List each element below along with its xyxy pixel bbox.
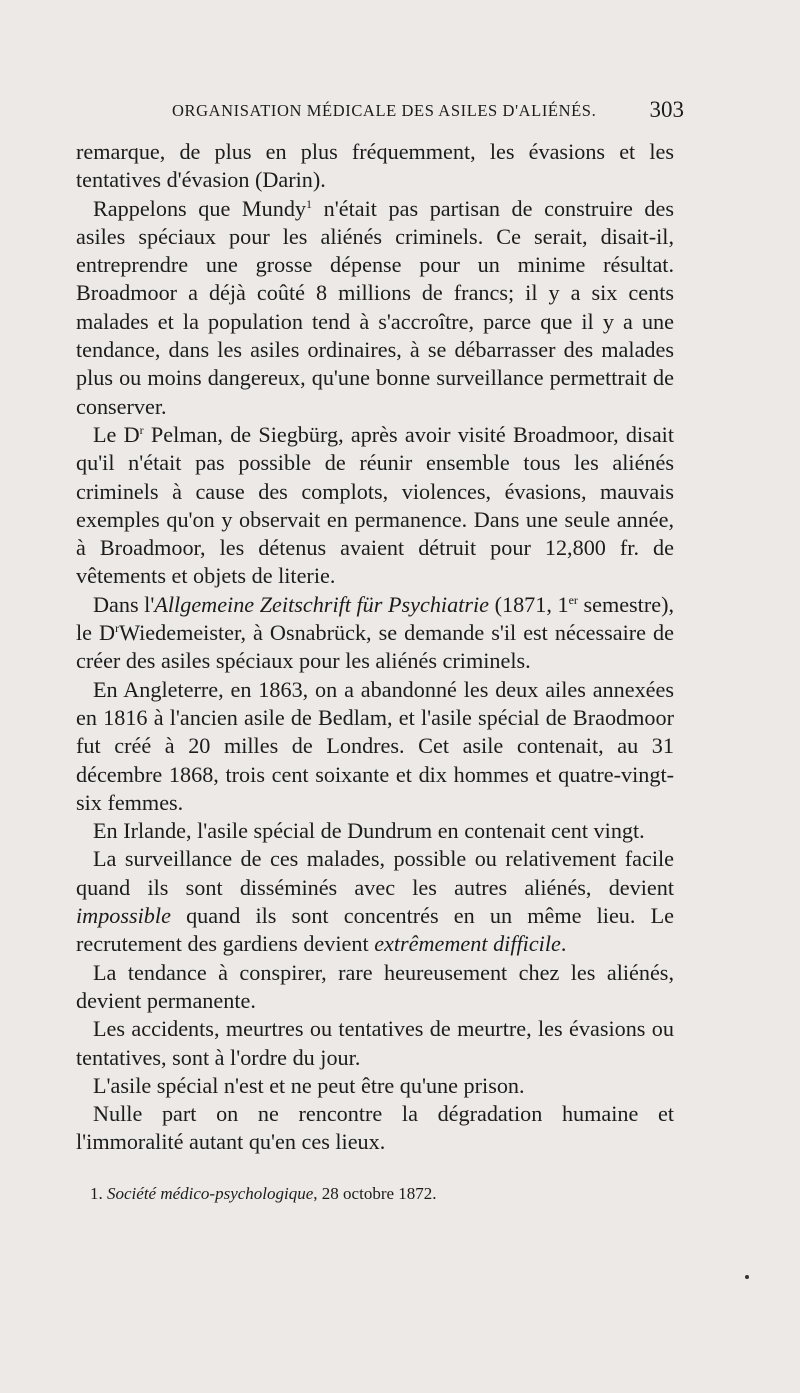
paragraph-2-text-b: n'était pas partisan de construire des asiles spéciaux pour les aliénés criminels. Ce serait, disait-il, entreprendre une grosse dépense pour un minime résultat. Broadmoor a déjà coûté 8 millions de francs; il y a six cents malades et la population tend à s'accroître, parce que il y a une tendance, dans les asiles ordinaires, à se débarrasser des malades plus ou moins dangereux, qu'une bonne surveillance permettrait de conserver. <box>76 195 675 419</box>
paragraph-8-text: La tendance à conspirer, rare heureusement chez les aliénés, devient permanente. <box>76 959 674 1013</box>
paragraph-9-text: Les accidents, meurtres ou tentatives de meurtre, les évasions ou tentatives, sont à l'ordre du jour. <box>76 1016 674 1070</box>
paragraph-1 <box>76 138 674 195</box>
paragraph-7-text-c: . <box>560 931 567 957</box>
running-head-title: ORGANISATION MÉDICALE DES ASILES D'ALIÉNÉS. <box>172 101 597 120</box>
paragraph-4-text-a: Dans l' <box>93 591 155 617</box>
paragraph-1-text: remarque, de plus en plus fréquemment, les évasions et les tentatives d'évasion (Darin). <box>76 139 674 193</box>
paragraph-2-text-a: Rappelons que Mundy <box>93 195 307 221</box>
paragraph-3-text-b: Pelman, de Siegbürg, après avoir visité Broadmoor, disait qu'il n'était pas possible de réunir ensemble tous les aliénés criminels à cause des complots, violences, évasions, mauvais exemples qu'on y observait en permanence. Dans une seule année, à Broadmoor, les détenus avaient détruit pour 12,800 fr. de vêtements et objets de literie. <box>76 421 674 589</box>
paragraph-6 <box>76 817 674 845</box>
body-text <box>76 138 674 1157</box>
paragraph-4 <box>76 591 674 676</box>
page-number: 303 <box>649 97 684 122</box>
paragraph-11-text: Nulle part on ne rencontre la dégradation humaine et l'immoralité autant qu'en ces lieux. <box>76 1101 674 1155</box>
footnote-number: 1. <box>90 1184 103 1203</box>
paragraph-7 <box>76 845 674 958</box>
paragraph-3-text-a: Le D <box>93 421 140 447</box>
emphasis-impossible: impossible <box>76 903 171 929</box>
paragraph-2 <box>76 195 674 421</box>
paragraph-5-text: En Angleterre, en 1863, on a abandonné les deux ailes annexées en 1816 à l'ancien asile de Bedlam, et l'asile spécial de Braodmoor fut créé à 20 milles de Londres. Cet asile contenait, au 31 décembre 1868, trois cent soixante et dix hommes et quatre-vingt-six femmes. <box>76 676 674 815</box>
footnote-ref: 1 <box>306 196 313 211</box>
paragraph-7-text-a: La surveillance de ces malades, possible ou relativement facile quand ils sont disséminés avec les autres aliénés, devient <box>76 846 674 900</box>
paragraph-8 <box>76 959 674 1016</box>
paragraph-7-text-b: quand ils sont concentrés en un même lieu. Le recrutement des gardiens devient <box>76 903 674 957</box>
paragraph-5 <box>76 676 674 817</box>
ordinal-sup: er <box>568 592 578 607</box>
paragraph-11 <box>76 1100 674 1157</box>
ink-speck <box>745 1275 749 1279</box>
doctor-abbrev-sup: r <box>115 621 120 636</box>
footnote <box>90 1184 674 1204</box>
journal-title: Allgemeine Zeitschrift für Psychiatrie <box>154 591 490 617</box>
emphasis-difficile: extrêmement difficile <box>374 931 561 957</box>
paragraph-4-text-c: semestre), le D <box>76 591 675 646</box>
paragraph-3 <box>76 421 674 591</box>
footnote-date: , 28 octobre 1872. <box>313 1184 437 1203</box>
paragraph-9 <box>76 1015 674 1072</box>
footnote-source: Société médico-psychologique <box>107 1184 314 1203</box>
paragraph-6-text: En Irlande, l'asile spécial de Dundrum en contenait cent vingt. <box>93 818 645 844</box>
running-head <box>172 97 684 122</box>
paragraph-4-text-b: (1871, 1 <box>489 591 569 617</box>
doctor-abbrev-sup: r <box>139 422 144 437</box>
paragraph-10-text: L'asile spécial n'est et ne peut être qu'une prison. <box>93 1072 525 1098</box>
paragraph-10 <box>76 1072 674 1100</box>
paragraph-4-text-d: Wiedemeister, à Osnabrück, se demande s'il est nécessaire de créer des asiles spéciaux pour les aliénés criminels. <box>76 620 674 674</box>
